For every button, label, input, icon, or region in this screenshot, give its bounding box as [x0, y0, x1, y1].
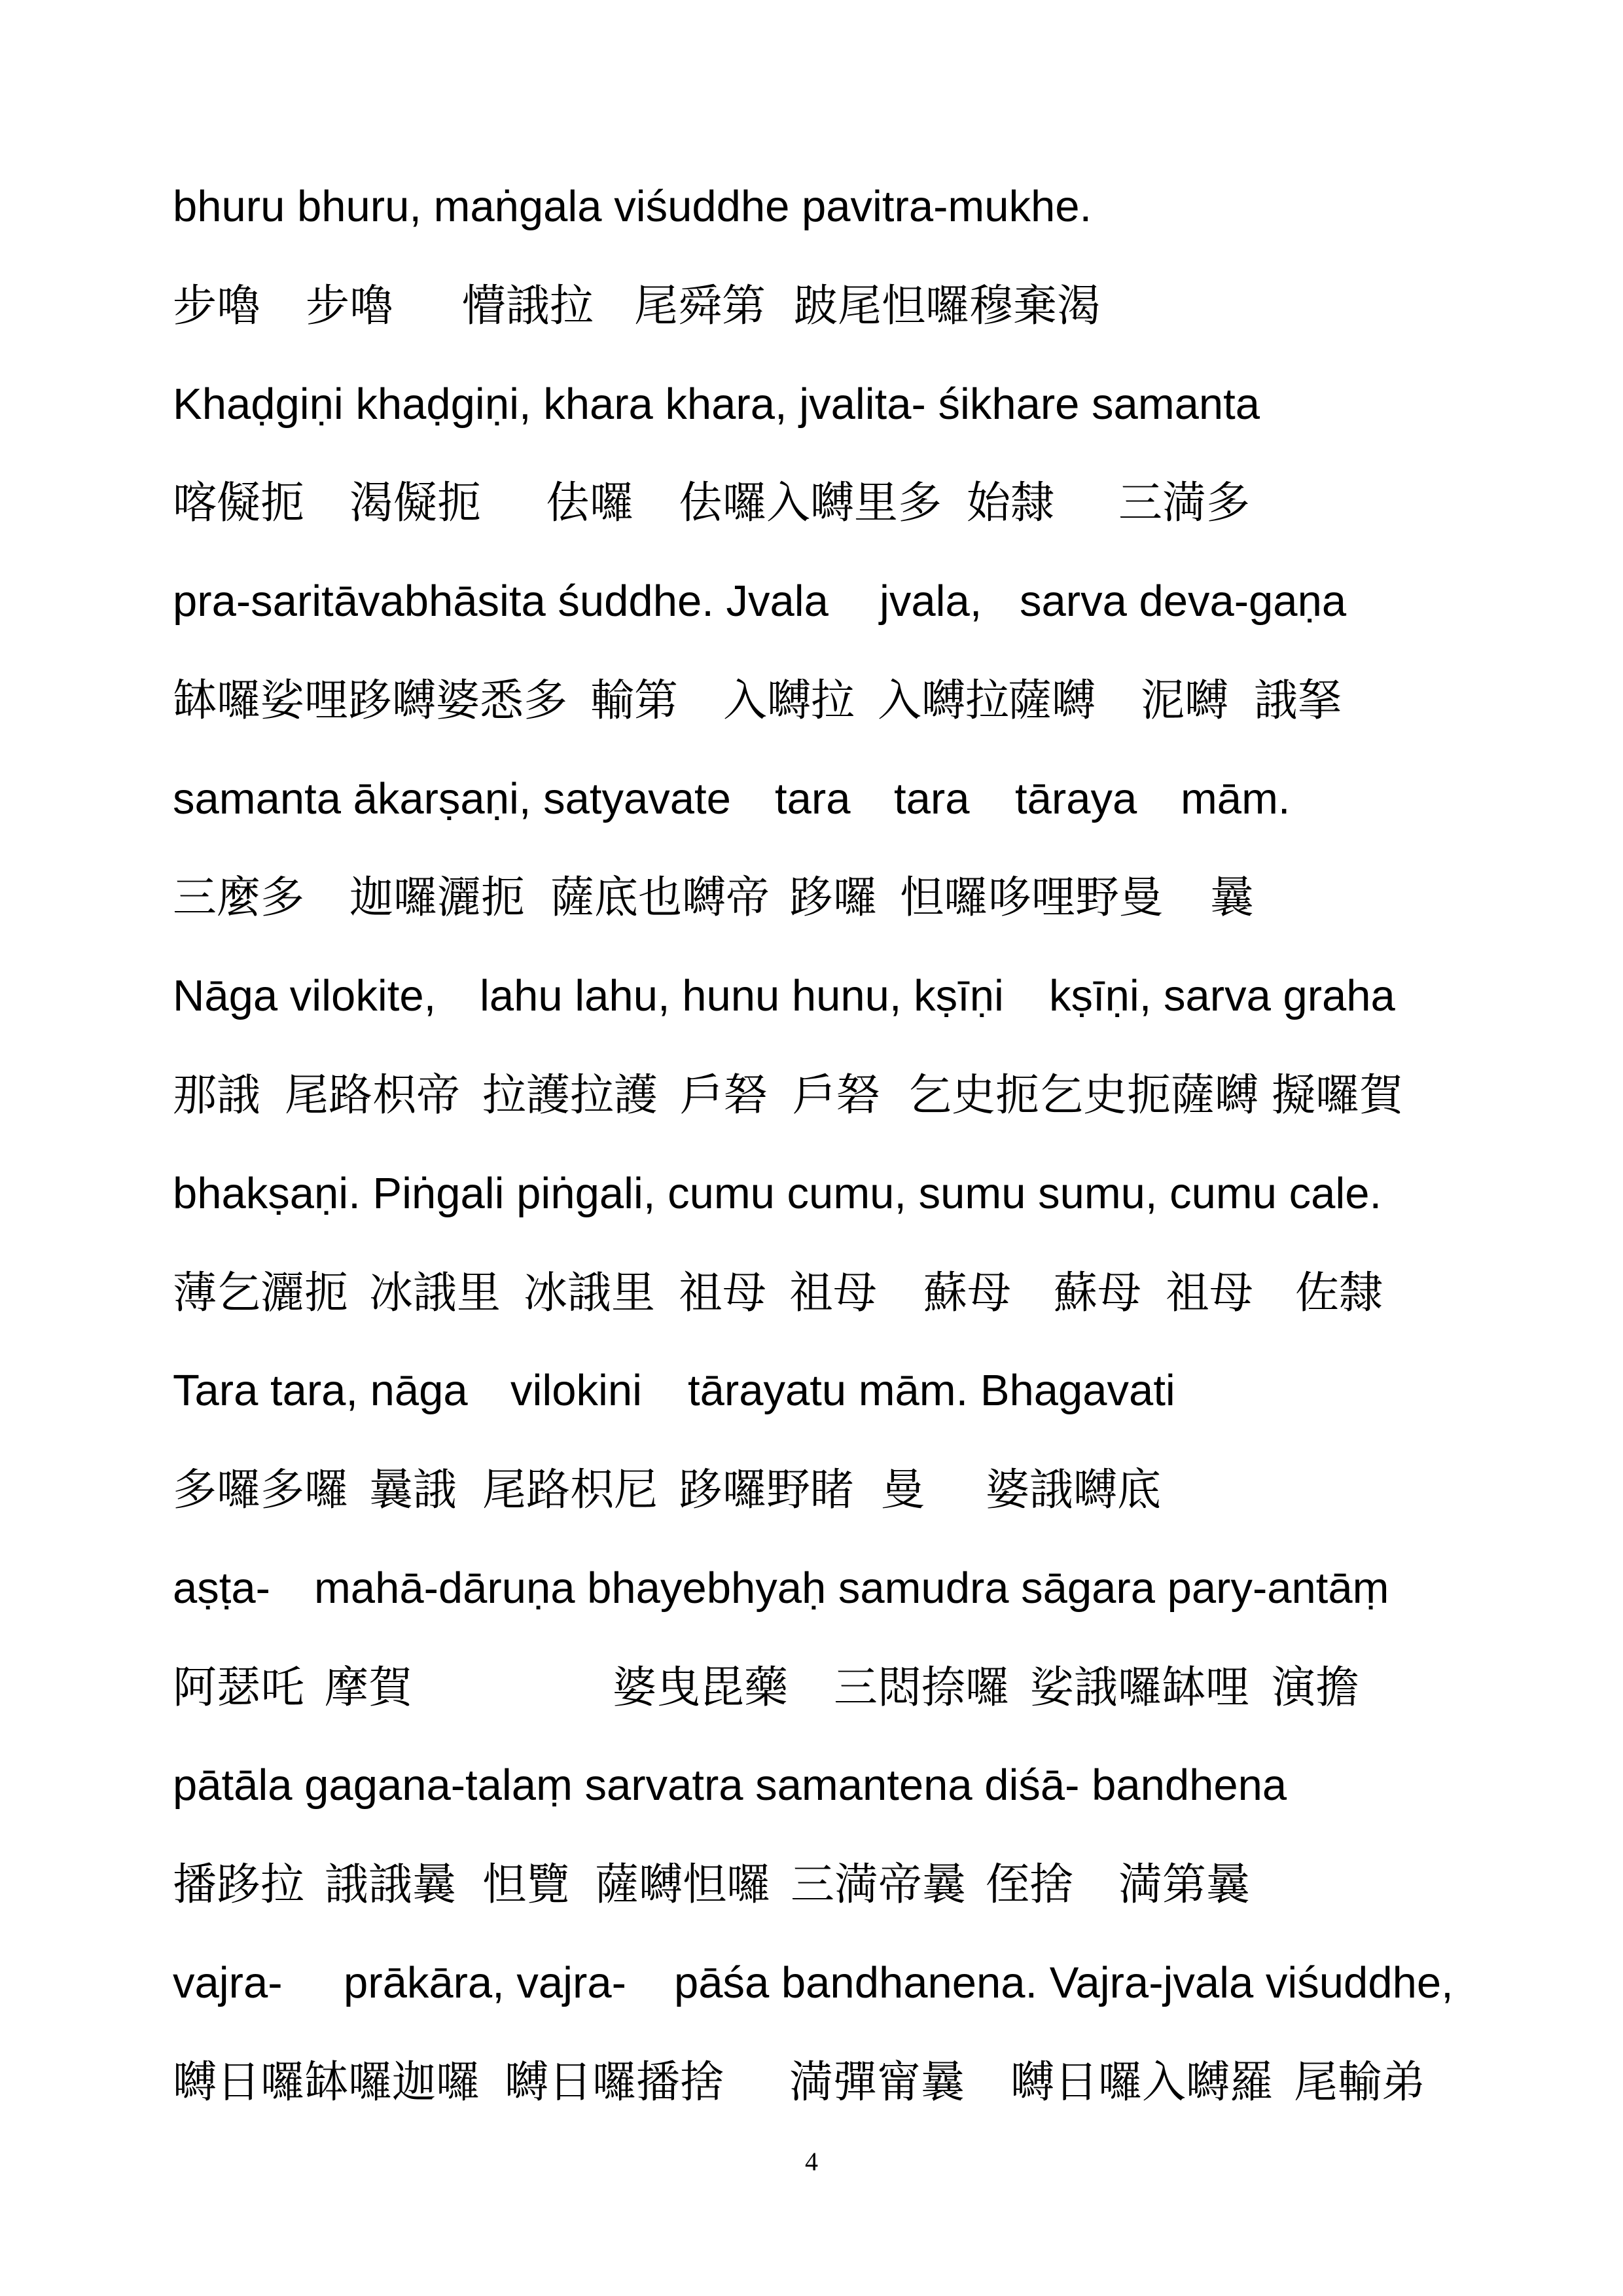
romanized-text: bhakṣaṇi. Piṅgali piṅgali, cumu cumu, sumu sumu, cumu cale.	[173, 1169, 1382, 1218]
chinese-text: 跢囉野睹	[679, 1464, 854, 1515]
chinese-text: 佉囉入嚩里多	[679, 477, 942, 528]
romanized-text: mām.	[1181, 774, 1291, 823]
chinese-text: 冰誐里	[369, 1267, 501, 1318]
romanized-text: jvala,	[880, 577, 982, 626]
romanized-text: samanta ākarṣaṇi, satyavate	[173, 774, 731, 823]
romanized-line	[0, 1759, 1623, 1812]
chinese-line	[0, 1266, 1623, 1319]
chinese-text: 娑誐囉缽哩	[1030, 1662, 1249, 1713]
chinese-text: 曩	[1210, 872, 1254, 923]
chinese-text: 阿瑟吒	[173, 1662, 304, 1713]
chinese-line	[0, 674, 1623, 726]
chinese-line	[0, 1069, 1623, 1121]
chinese-text: 步嚕	[173, 280, 260, 331]
romanized-line	[0, 1168, 1623, 1220]
chinese-text: 步嚕	[306, 280, 393, 331]
romanized-text: kṣīṇi, sarva graha	[1049, 971, 1395, 1020]
chinese-text: 佉囉	[546, 477, 633, 528]
romanized-text: vajra-	[173, 1958, 283, 2007]
chinese-text: 嚩日囉入嚩羅	[1010, 2056, 1274, 2108]
romanized-line	[0, 378, 1623, 431]
chinese-text: 跢囉	[789, 872, 877, 923]
chinese-line	[0, 1661, 1623, 1713]
romanized-line	[0, 773, 1623, 825]
chinese-line	[0, 1463, 1623, 1516]
romanized-line	[0, 1957, 1623, 2009]
romanized-line	[0, 1562, 1623, 1615]
chinese-text: 薩嚩	[1008, 675, 1096, 726]
chinese-text: 那誐	[173, 1069, 260, 1121]
chinese-text: 誐拏	[1254, 675, 1342, 726]
chinese-text: 蘇母	[923, 1267, 1011, 1318]
romanized-text: vilokini	[510, 1366, 643, 1415]
romanized-line	[0, 1365, 1623, 1417]
romanized-text: pāśa bandhanena. Vajra-jvala viśuddhe,	[674, 1958, 1454, 2007]
chinese-text: 三悶捺囉	[834, 1662, 1009, 1713]
chinese-text: 冰誐里	[524, 1267, 655, 1318]
chinese-text: 侄捨	[986, 1859, 1073, 1910]
chinese-text: 嚩日囉缽囉迦囉	[173, 2056, 480, 2108]
chinese-line	[0, 871, 1623, 924]
chinese-text: 尾輸弟	[1294, 2056, 1425, 2108]
chinese-text: 拉護拉護	[482, 1069, 658, 1121]
romanized-text: tara	[894, 774, 970, 823]
chinese-text: 誐誐曩	[325, 1859, 456, 1910]
chinese-text: 祖母	[789, 1267, 877, 1318]
romanized-text: Nāga vilokite,	[173, 971, 437, 1020]
romanized-text: Khaḍgiṇi khaḍgiṇi, khara khara, jvalita- śikhare samanta	[173, 380, 1260, 429]
chinese-line	[0, 279, 1623, 332]
chinese-text: 満第曩	[1118, 1859, 1250, 1910]
chinese-text: 婆曳毘藥	[613, 1662, 788, 1713]
chinese-text: 輸第	[590, 675, 678, 726]
chinese-text: 演擔	[1272, 1662, 1359, 1713]
chinese-text: 泥嚩	[1141, 675, 1228, 726]
chinese-text: 始隸	[967, 477, 1054, 528]
romanized-line	[0, 181, 1623, 233]
chinese-text: 祖母	[1166, 1267, 1253, 1318]
chinese-text: 曼	[881, 1464, 925, 1515]
chinese-text: 入嚩拉	[878, 675, 1009, 726]
romanized-text: mahā-dāruṇa bhayebhyaḥ samudra sāgara pary-antāṃ	[314, 1564, 1389, 1613]
chinese-text: 缽囉娑哩跢嚩婆悉多	[173, 675, 567, 726]
chinese-text: 蘇母	[1054, 1267, 1141, 1318]
chinese-text: 薄乞灑扼	[173, 1267, 348, 1318]
page-number: 4	[805, 2147, 818, 2176]
chinese-text: 尾路枳尼	[482, 1464, 658, 1515]
romanized-text: pra-saritāvabhāsita śuddhe. Jvala	[173, 577, 829, 626]
chinese-text: 渴儗扼	[349, 477, 481, 528]
chinese-line	[0, 2056, 1623, 2108]
romanized-text: lahu lahu, hunu hunu, kṣīṇi	[480, 971, 1004, 1020]
chinese-line	[0, 1858, 1623, 1910]
romanized-text: tāraya	[1015, 774, 1137, 823]
chinese-text: 迦囉灑扼	[349, 872, 525, 923]
chinese-text: 怛囉哆哩野曼	[900, 872, 1163, 923]
romanized-text: prākāra, vajra-	[344, 1958, 626, 2007]
chinese-text: 満彈甯曩	[789, 2056, 965, 2108]
chinese-line	[0, 476, 1623, 529]
chinese-text: 三麼多	[173, 872, 304, 923]
chinese-text: 婆誐嚩底	[986, 1464, 1161, 1515]
romanized-text: aṣṭa-	[173, 1564, 270, 1613]
chinese-text: 戶砮	[793, 1069, 880, 1121]
chinese-text: 入嚩拉	[723, 675, 855, 726]
chinese-text: 曩誐	[369, 1464, 457, 1515]
romanized-text: sarva deva-gaṇa	[1020, 577, 1347, 626]
romanized-line	[0, 575, 1623, 628]
chinese-text: 多囉多囉	[173, 1464, 348, 1515]
chinese-text: 三満多	[1118, 477, 1250, 528]
chinese-text: 尾路枳帝	[285, 1069, 460, 1121]
romanized-text: bhuru bhuru, maṅgala viśuddhe pavitra-mukhe.	[173, 182, 1092, 231]
romanized-text: Tara tara, nāga	[173, 1366, 468, 1415]
romanized-text: tārayatu mām. Bhagavati	[688, 1366, 1175, 1415]
romanized-text: pātāla gagana-talaṃ sarvatra samantena diśā- bandhena	[173, 1761, 1287, 1810]
chinese-text: 跛尾怛囉穆棄渴	[794, 280, 1101, 331]
chinese-text: 嚩日囉播捨	[505, 2056, 724, 2108]
chinese-text: 播跢拉	[173, 1859, 304, 1910]
chinese-text: 祖母	[679, 1267, 766, 1318]
chinese-text: 喀儗扼	[173, 477, 304, 528]
romanized-line	[0, 970, 1623, 1022]
chinese-text: 懵誐拉	[462, 280, 594, 331]
chinese-text: 薩嚩怛囉	[595, 1859, 770, 1910]
chinese-text: 薩底也嚩帝	[550, 872, 770, 923]
chinese-text: 摩賀	[325, 1662, 412, 1713]
chinese-text: 乞史扼乞史扼薩嚩	[908, 1069, 1258, 1121]
chinese-text: 三満帝曩	[791, 1859, 966, 1910]
chinese-text: 怛覽	[482, 1859, 570, 1910]
romanized-text: tara	[775, 774, 851, 823]
chinese-text: 戶砮	[680, 1069, 768, 1121]
chinese-text: 擬囉賀	[1272, 1069, 1403, 1121]
chinese-text: 佐隸	[1295, 1267, 1383, 1318]
chinese-text: 尾舜第	[634, 280, 766, 331]
